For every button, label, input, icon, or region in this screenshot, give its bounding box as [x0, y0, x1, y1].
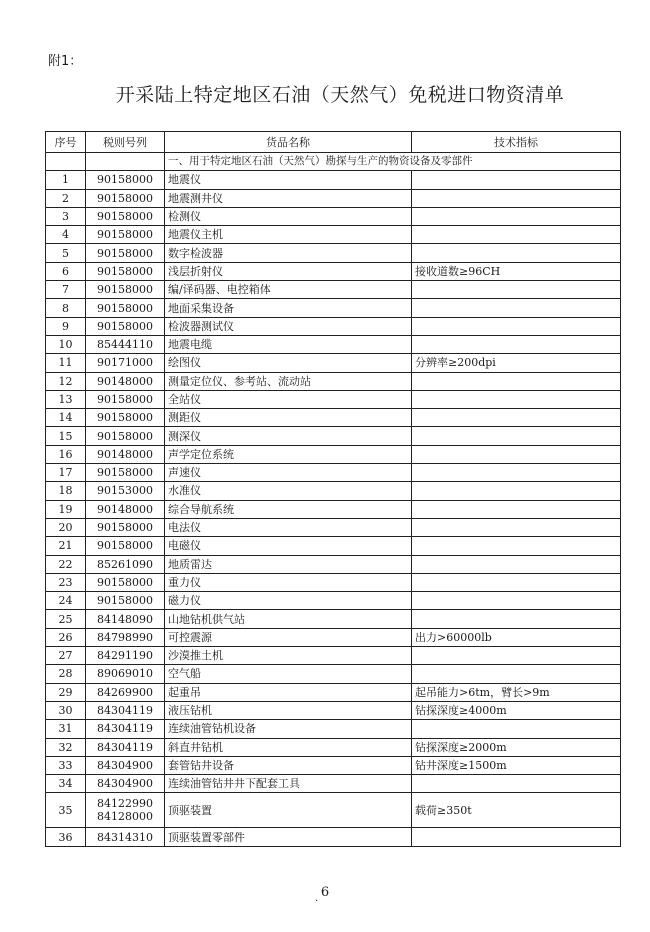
row-name: 斜直井钻机	[165, 738, 412, 756]
row-name: 测深仪	[165, 427, 412, 445]
table-row	[46, 207, 621, 225]
row-seq: 11	[46, 354, 86, 372]
header-code: 税则号列	[86, 132, 165, 153]
row-seq: 9	[46, 317, 86, 335]
row-seq: 22	[46, 555, 86, 573]
row-seq: 5	[46, 244, 86, 262]
row-code: 90148000	[86, 372, 165, 390]
row-name: 可控震源	[165, 628, 412, 646]
row-name: 测量定位仪、参考站、流动站	[165, 372, 412, 390]
table-row	[46, 573, 621, 591]
table-row	[46, 262, 621, 280]
row-spec: 钻井深度≥1500m	[412, 756, 621, 774]
row-code: 90158000	[86, 409, 165, 427]
row-code: 90158000	[86, 171, 165, 189]
row-spec	[412, 537, 621, 555]
row-code: 85444110	[86, 335, 165, 353]
table-row	[46, 464, 621, 482]
row-name: 检波器测试仪	[165, 317, 412, 335]
table-row	[46, 537, 621, 555]
row-name: 地质雷达	[165, 555, 412, 573]
row-code: 89069010	[86, 665, 165, 683]
row-spec	[412, 828, 621, 846]
row-code: 84304119	[86, 720, 165, 738]
row-code: 84148090	[86, 610, 165, 628]
row-name: 沙漠推土机	[165, 647, 412, 665]
row-code: 84304119	[86, 738, 165, 756]
row-code: 85261090	[86, 555, 165, 573]
table-row	[46, 482, 621, 500]
row-spec	[412, 555, 621, 573]
row-spec	[412, 226, 621, 244]
section-row	[46, 153, 621, 171]
row-name: 电法仪	[165, 518, 412, 536]
row-name: 浅层折射仪	[165, 262, 412, 280]
row-spec	[412, 720, 621, 738]
row-spec	[412, 610, 621, 628]
page-number: 6	[320, 885, 330, 900]
row-name: 测距仪	[165, 409, 412, 427]
row-code	[86, 793, 165, 828]
row-code: 90158000	[86, 244, 165, 262]
row-seq: 7	[46, 281, 86, 299]
row-spec	[412, 592, 621, 610]
table-row	[46, 281, 621, 299]
row-name: 综合导航系统	[165, 500, 412, 518]
row-spec	[412, 189, 621, 207]
table-row	[46, 171, 621, 189]
row-spec	[412, 372, 621, 390]
row-seq: 31	[46, 720, 86, 738]
row-code: 90158000	[86, 464, 165, 482]
row-seq: 8	[46, 299, 86, 317]
row-name: 检测仪	[165, 207, 412, 225]
row-seq: 10	[46, 335, 86, 353]
row-spec: 钻探深度≥4000m	[412, 701, 621, 719]
row-code-b: 84128000	[97, 810, 153, 824]
row-code: 90158000	[86, 537, 165, 555]
row-code: 90158000	[86, 592, 165, 610]
row-code: 90153000	[86, 482, 165, 500]
row-seq: 35	[46, 793, 86, 828]
row-code: 84304900	[86, 756, 165, 774]
table-header-row	[46, 132, 621, 153]
row-spec	[412, 317, 621, 335]
row-seq: 34	[46, 775, 86, 793]
row-seq: 26	[46, 628, 86, 646]
row-spec	[412, 299, 621, 317]
table-row	[46, 775, 621, 793]
row-name: 地震仪主机	[165, 226, 412, 244]
row-name: 电磁仪	[165, 537, 412, 555]
row-name: 空气船	[165, 665, 412, 683]
row-name: 数字检波器	[165, 244, 412, 262]
row-name: 水准仪	[165, 482, 412, 500]
row-seq: 27	[46, 647, 86, 665]
row-seq: 28	[46, 665, 86, 683]
row-spec	[412, 482, 621, 500]
row-spec	[412, 647, 621, 665]
table-row	[46, 427, 621, 445]
row-spec	[412, 573, 621, 591]
table-row	[46, 665, 621, 683]
row-spec	[412, 409, 621, 427]
row-code: 84269900	[86, 683, 165, 701]
table-row	[46, 592, 621, 610]
row-code: 84304119	[86, 701, 165, 719]
row-seq: 6	[46, 262, 86, 280]
row-seq: 30	[46, 701, 86, 719]
row-seq: 18	[46, 482, 86, 500]
row-seq: 36	[46, 828, 86, 846]
row-code: 90158000	[86, 189, 165, 207]
table-row	[46, 555, 621, 573]
row-spec	[412, 244, 621, 262]
row-seq: 32	[46, 738, 86, 756]
row-spec	[412, 464, 621, 482]
row-seq: 13	[46, 390, 86, 408]
row-name: 液压钻机	[165, 701, 412, 719]
table-row	[46, 720, 621, 738]
row-code: 90148000	[86, 445, 165, 463]
table-row	[46, 628, 621, 646]
row-code: 90158000	[86, 573, 165, 591]
table-row	[46, 647, 621, 665]
row-spec	[412, 445, 621, 463]
row-spec	[412, 518, 621, 536]
table-row	[46, 335, 621, 353]
header-spec: 技术指标	[412, 132, 621, 153]
row-code: 90171000	[86, 354, 165, 372]
row-spec	[412, 775, 621, 793]
table-row	[46, 299, 621, 317]
header-seq: 序号	[46, 132, 86, 153]
table-row	[46, 317, 621, 335]
table-row	[46, 738, 621, 756]
row-code: 84798990	[86, 628, 165, 646]
row-spec: 载荷≥350t	[412, 793, 621, 828]
row-seq: 2	[46, 189, 86, 207]
row-seq: 16	[46, 445, 86, 463]
row-seq: 3	[46, 207, 86, 225]
table-row	[46, 793, 621, 828]
row-spec	[412, 335, 621, 353]
row-spec	[412, 390, 621, 408]
row-spec: 出力>60000lb	[412, 628, 621, 646]
row-name: 连续油管钻井井下配套工具	[165, 775, 412, 793]
row-code: 84304900	[86, 775, 165, 793]
row-name: 声学定位系统	[165, 445, 412, 463]
row-seq: 19	[46, 500, 86, 518]
row-seq: 29	[46, 683, 86, 701]
row-name: 起重吊	[165, 683, 412, 701]
row-seq: 23	[46, 573, 86, 591]
row-seq: 1	[46, 171, 86, 189]
table-row	[46, 610, 621, 628]
row-name: 地面采集设备	[165, 299, 412, 317]
row-name: 编/译码器、电控箱体	[165, 281, 412, 299]
table-row	[46, 372, 621, 390]
table-body	[46, 153, 621, 847]
table-row	[46, 828, 621, 846]
row-code: 90158000	[86, 390, 165, 408]
row-name: 套管钻井设备	[165, 756, 412, 774]
row-name: 山地钻机供气站	[165, 610, 412, 628]
row-seq: 12	[46, 372, 86, 390]
row-seq: 21	[46, 537, 86, 555]
row-code: 90158000	[86, 207, 165, 225]
table-row	[46, 244, 621, 262]
row-name: 地震电缆	[165, 335, 412, 353]
row-code: 90158000	[86, 262, 165, 280]
row-name: 地震测井仪	[165, 189, 412, 207]
row-seq: 24	[46, 592, 86, 610]
header-name: 货品名称	[165, 132, 412, 153]
row-seq: 33	[46, 756, 86, 774]
table-row	[46, 756, 621, 774]
row-spec: 钻探深度≥2000m	[412, 738, 621, 756]
table-row	[46, 500, 621, 518]
row-code: 84291190	[86, 647, 165, 665]
row-code: 90158000	[86, 427, 165, 445]
table-row	[46, 354, 621, 372]
table-row	[46, 226, 621, 244]
table-row	[46, 409, 621, 427]
row-name: 磁力仪	[165, 592, 412, 610]
row-name: 绘图仪	[165, 354, 412, 372]
section-title: 一、用于特定地区石油（天然气）勘探与生产的物资设备及零部件	[165, 153, 621, 171]
row-spec	[412, 665, 621, 683]
row-spec: 接收道数≥96CH	[412, 262, 621, 280]
annex-label: 附1：	[48, 54, 83, 69]
row-seq: 15	[46, 427, 86, 445]
row-code: 90148000	[86, 500, 165, 518]
row-seq: 4	[46, 226, 86, 244]
row-spec: 分辨率≥200dpi	[412, 354, 621, 372]
row-name: 全站仪	[165, 390, 412, 408]
row-code: 90158000	[86, 518, 165, 536]
table-row	[46, 683, 621, 701]
goods-table	[45, 131, 621, 847]
row-code: 84314310	[86, 828, 165, 846]
table-row	[46, 518, 621, 536]
row-name: 连续油管钻机设备	[165, 720, 412, 738]
scan-dot: .	[315, 893, 319, 904]
table-row	[46, 189, 621, 207]
row-seq: 17	[46, 464, 86, 482]
table-row	[46, 701, 621, 719]
row-spec	[412, 171, 621, 189]
row-spec	[412, 500, 621, 518]
row-seq: 14	[46, 409, 86, 427]
row-spec	[412, 427, 621, 445]
row-code: 90158000	[86, 281, 165, 299]
row-code-a: 84122990	[97, 797, 153, 811]
row-seq: 25	[46, 610, 86, 628]
row-name: 顶驱装置	[165, 793, 412, 828]
row-name: 顶驱装置零部件	[165, 828, 412, 846]
row-code: 90158000	[86, 317, 165, 335]
row-name: 地震仪	[165, 171, 412, 189]
table-row	[46, 390, 621, 408]
table-row	[46, 445, 621, 463]
row-spec: 起吊能力>6tm，臂长>9m	[412, 683, 621, 701]
row-code: 90158000	[86, 299, 165, 317]
page-title: 开采陆上特定地区石油（天然气）免税进口物资清单	[115, 84, 565, 106]
row-code: 90158000	[86, 226, 165, 244]
row-name: 重力仪	[165, 573, 412, 591]
row-spec	[412, 281, 621, 299]
row-name: 声速仪	[165, 464, 412, 482]
row-spec	[412, 207, 621, 225]
row-seq: 20	[46, 518, 86, 536]
